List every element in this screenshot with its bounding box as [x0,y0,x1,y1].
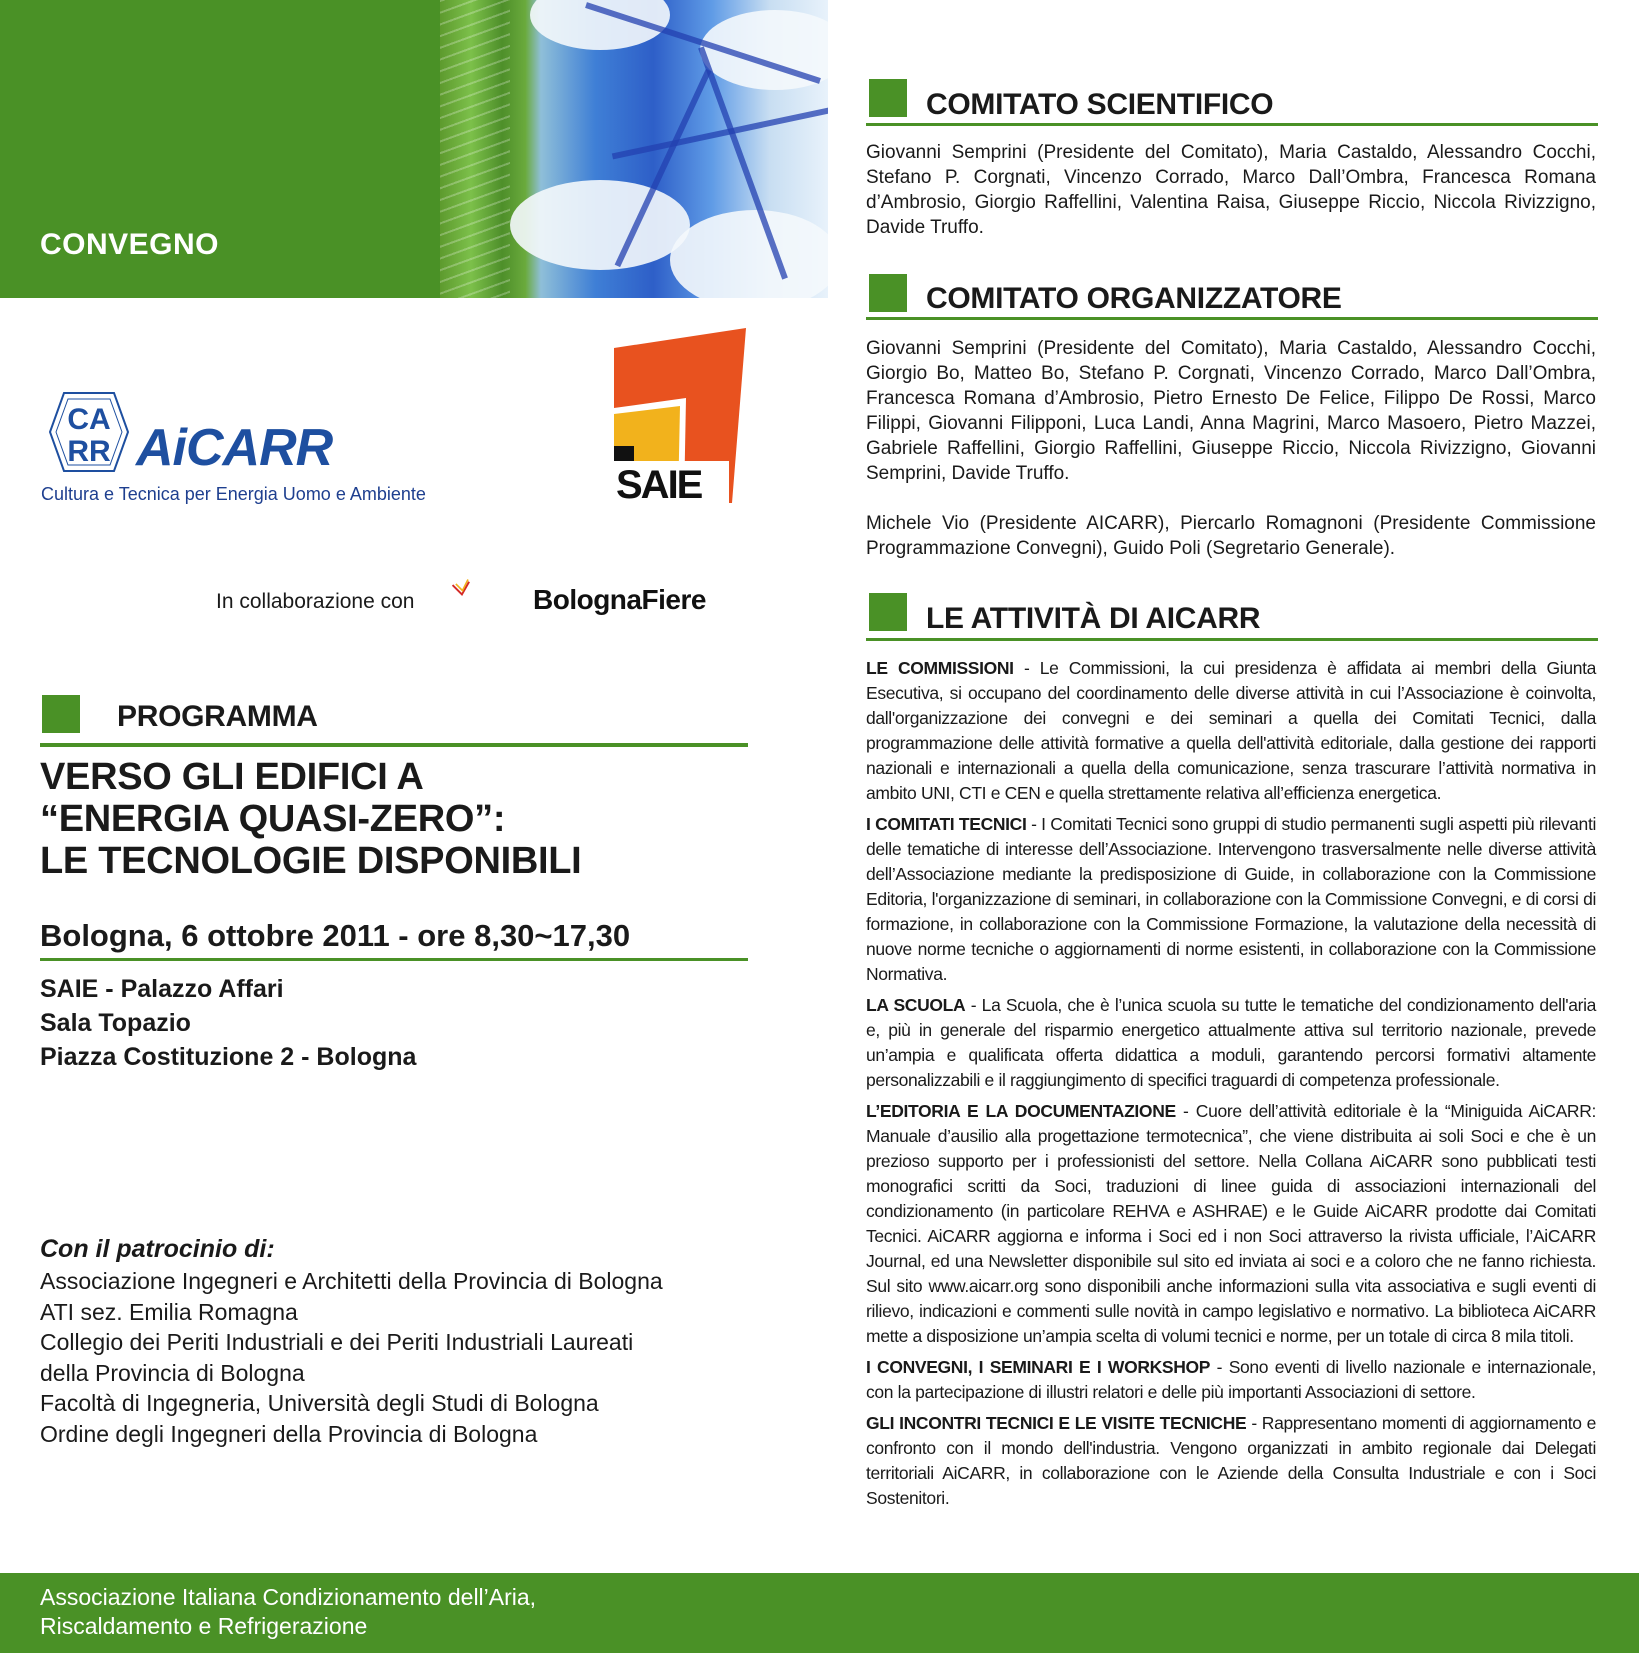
event-type-label: CONVEGNO [40,228,220,261]
organizing-committee-heading: COMITATO ORGANIZZATORE [926,282,1342,315]
programma-heading: PROGRAMMA [117,700,318,733]
patronage-item: Ordine degli Ingegneri della Provincia di Bologna [40,1420,538,1447]
activity-heading: L’EDITORIA E LA DOCUMENTAZIONE [866,1101,1176,1121]
activities-list [866,656,1596,1517]
cloud [510,180,690,270]
patronage-list [40,1266,663,1449]
activity-heading: I COMITATI TECNICI [866,814,1027,834]
scientific-committee-members: Giovanni Semprini (Presidente del Comitato), Maria Castaldo, Alessandro Cocchi, Stefano P. Corgnati, Vincenzo Corrado, Marco Dall’Ombra, Francesca Romana d’Ambrosio, Giorgio Raffellini, Valentina Raisa, Giuseppe Riccio, Niccola Rivizzigno, Davide Truffo. [866,142,1596,238]
activity-text: - Sono eventi di livello nazionale e internazionale, con la partecipazione di illustri relatori e delle più importanti Associazioni di settore. [866,1357,1596,1402]
programma-square-icon [42,695,80,733]
programma-rule [40,743,748,747]
activity-item-commissioni [866,656,1596,806]
patronage-item: Facoltà di Ingegneria, Università degli Studi di Bologna [40,1390,599,1416]
organizing-square-icon [869,274,907,312]
bolognafiere-emblem [452,558,532,616]
activities-square-icon [869,593,907,631]
saie-wordmark: SAIE [616,463,702,503]
scientific-rule [866,123,1598,126]
activity-item-editoria [866,1099,1596,1349]
patronage-item: ATI sez. Emilia Romagna [40,1298,298,1325]
saie-logo [614,328,754,503]
event-title-line: LE TECNOLOGIE DISPONIBILI [40,840,582,882]
cover-photo [440,0,828,298]
scientific-square-icon [869,79,907,117]
event-title-line: “ENERGIA QUASI-ZERO”: [40,798,506,840]
activity-text: - I Comitati Tecnici sono gruppi di studio permanenti sugli aspetti più rilevanti delle tematiche di interesse dell’Associazione. Intervengono trasversalmente nelle diverse attività dell’Associazione mediante la predisposizione di Guide, in collaborazione con la Commissione Editoria, l'organizzazione di seminari, in collaborazione con la Commissione Convegni, e di corsi di formazione, in collaborazione con la Commissione Formazione, la valutazione della necessità di nuove norme tecniche o aggiornamenti di norme esistenti, in collaborazione con la Commissione Normativa. [866,814,1596,984]
patronage-item: della Provincia di Bologna [40,1359,305,1386]
patronage-item: Associazione Ingegneri e Architetti della Provincia di Bologna [40,1268,663,1294]
scientific-committee-heading: COMITATO SCIENTIFICO [926,88,1274,121]
footer-line: Riscaldamento e Refrigerazione [40,1613,368,1639]
activity-item-comitati-tecnici [866,812,1596,987]
leaf-texture [440,0,510,298]
venue-line: Sala Topazio [40,1009,191,1037]
date-rule [40,958,748,961]
patronage-item: Collegio dei Periti Industriali e dei Periti Industriali Laureati [40,1329,634,1355]
activities-heading: LE ATTIVITÀ DI AICARR [926,602,1261,635]
aicarr-tagline: Cultura e Tecnica per Energia Uomo e Ambiente [41,484,426,504]
event-date-time: Bologna, 6 ottobre 2011 - ore 8,30~17,30 [40,918,631,953]
activity-text: - Cuore dell’attività editoriale è la “Miniguida AiCARR: Manuale d’ausilio alla progettazione termotecnica”, che viene distribuita ai soli Soci e che è un prezioso supporto per i professionisti del settore. Nella Collana AiCARR sono pubblicati testi monografici scritti da Soci, traduzioni di linee guida di associazioni internazionali del condizionamento (in particolare REHVA e ASHRAE) e le Guide AiCARR prodotte dai Comitati Tecnici. AiCARR aggiorna e informa i Soci ed i non Soci attraverso la rivista ufficiale, l’AiCARR Journal, ed una Newsletter disponibile sul sito ed inviata ai soci e a coloro che ne fanno richiesta. Sul sito www.aicarr.org sono disponibili anche informazioni sulla vita associativa e sugli eventi di rilievo, indicazioni e commenti sulle novità in campo legislativo e normativo. La biblioteca AiCARR mette a disposizione un’ampia scelta di volumi tecnici e norme, per un totale di circa 8 mila titoli. [866,1101,1597,1346]
event-title [40,756,581,882]
organizing-committee-members: Giovanni Semprini (Presidente del Comitato), Maria Castaldo, Alessandro Cocchi, Giorgio Bo, Matteo Bo, Stefano P. Corgnati, Vincenzo Corrado, Marco Dall’Ombra, Francesca Romana d’Ambrosio, Pietro Ernesto De Felice, Filippo De Rossi, Marco Filippi, Giovanni Filipponi, Luca Landi, Anna Magrini, Marco Masoero, Pietro Mazzei, Gabriele Raffellini, Giorgio Raffellini, Giuseppe Riccio, Niccola Rivizzigno, Giovanni Semprini, Davide Truffo. [866,338,1596,484]
event-title-line: VERSO GLI EDIFICI A [40,756,424,798]
activity-text: - Le Commissioni, la cui presidenza è affidata ai membri della Giunta Esecutiva, si occupano del coordinamento delle diverse attività in cui l’Associazione è coinvolta, dall'organizzazione dei convegni e dei seminari a quella dei Comitati Tecnici, dalla programmazione delle attività formative a quella dell'attività editoriale, dalla gestione dei rapporti nazionali e internazionali a quella della comunicazione, senza trascurare l’attività normativa in ambito UNI, CTI e CEN e quella strettamente relativa all’efficienza energetica. [866,658,1596,803]
patronage-title: Con il patrocinio di: [40,1235,275,1263]
venue-line: Piazza Costituzione 2 - Bologna [40,1043,417,1071]
activity-item-incontri [866,1411,1596,1511]
activity-heading: LA SCUOLA [866,995,966,1015]
aicarr-emblem-text-bottom: RR [67,435,111,468]
venue-line: SAIE - Palazzo Affari [40,975,284,1003]
footer-association-name [40,1583,536,1641]
activity-item-scuola [866,993,1596,1093]
event-venue [40,972,416,1074]
activity-heading: GLI INCONTRI TECNICI E LE VISITE TECNICHE [866,1413,1247,1433]
cloud [670,210,828,298]
aicarr-emblem-text-top: CA [67,403,111,436]
organizing-committee-officers: Michele Vio (Presidente AICARR), Piercarlo Romagnoni (Presidente Commissione Programmazione Convegni), Guido Poli (Segretario Generale). [866,513,1596,559]
activities-rule [866,638,1598,641]
activity-item-convegni [866,1355,1596,1405]
bolognafiere-wordmark: BolognaFiere [533,584,706,615]
footer-line: Associazione Italiana Condizionamento dell’Aria, [40,1584,537,1610]
activity-text: - Rappresentano momenti di aggiornamento e confronto con il mondo dell'industria. Vengono organizzati in ambito regionale dai Delegati territoriali AiCARR, in collaborazione con le Aziende della Consulta Industriale e con i Soci Sostenitori. [866,1413,1596,1508]
activity-heading: I CONVEGNI, I SEMINARI E I WORKSHOP [866,1357,1211,1377]
activity-text: - La Scuola, che è l’unica scuola su tutte le tematiche del condizionamento dell'aria e, più in generale del risparmio energetico attualmente attiva sul territorio nazionale, prevede un’ampia e qualificata offerta didattica a moduli, garantendo percorsi formativi altamente personalizzabili e il raggiungimento di specifici traguardi di competenza professionale. [866,995,1596,1090]
aicarr-wordmark: AiCARR [136,419,333,477]
collaboration-label: In collaborazione con [216,590,415,613]
organizing-rule [866,317,1598,320]
activity-heading: LE COMMISSIONI [866,658,1014,678]
sketch-line [612,107,828,160]
